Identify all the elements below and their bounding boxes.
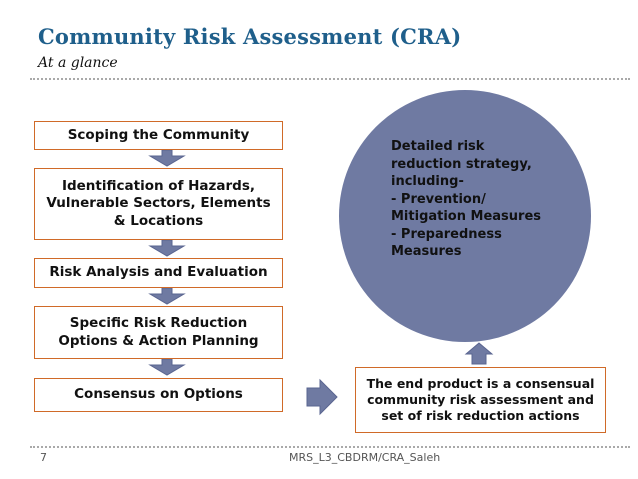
step-label: Risk Analysis and Evaluation — [49, 264, 268, 281]
strategy-text: Detailed risk reduction strategy, including- - Prevention/ Mitigation Measures - Preparedness Measures — [391, 139, 542, 260]
slide-title: Community Risk Assessment (CRA) — [38, 24, 462, 49]
step-identification — [34, 168, 283, 240]
step-risk-reduction — [34, 306, 283, 359]
end-product-text: The end product is a consensual community risk assessment and set of risk reduction actions — [366, 376, 595, 423]
down-arrow-2 — [150, 240, 184, 256]
down-arrow-3 — [150, 288, 184, 304]
step-scoping — [34, 121, 283, 150]
end-product-box — [355, 367, 606, 433]
step-risk-analysis — [34, 258, 283, 288]
footer-divider — [30, 446, 630, 448]
step-label: Consensus on Options — [74, 386, 243, 403]
footer-text: MRS_L3_CBDRM/CRA_Saleh — [289, 451, 441, 464]
step-consensus — [34, 378, 283, 412]
step-label: Scoping the Community — [67, 126, 250, 143]
slide-number: 7 — [40, 451, 47, 464]
right-arrow — [307, 380, 337, 414]
slide-subtitle: At a glance — [38, 55, 118, 71]
up-arrow — [466, 343, 492, 364]
down-arrow-1 — [150, 150, 184, 166]
step-label: Specific Risk Reduction Options & Action Planning — [58, 315, 259, 349]
step-label: Identification of Hazards, Vulnerable Sectors, Elements & Locations — [46, 178, 271, 229]
down-arrow-4 — [150, 359, 184, 375]
